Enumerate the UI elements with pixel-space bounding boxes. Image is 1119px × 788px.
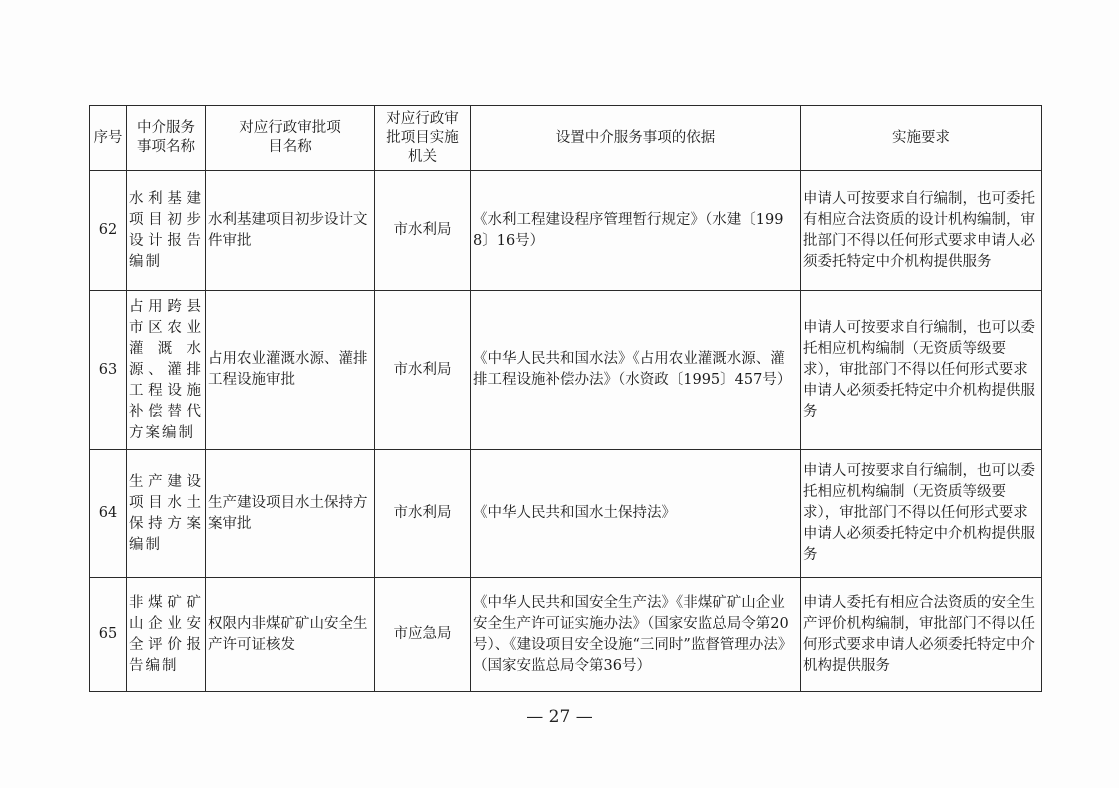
row-requirement: 申请人委托有相应合法资质的安全生产评价机构编制，审批部门不得以任何形式要求申请人必须委托特定中介机构提供服务 <box>801 578 1042 692</box>
row-approval-org: 市应急局 <box>375 578 471 692</box>
header-seq: 序号 <box>90 106 127 171</box>
row-requirement: 申请人可按要求自行编制，也可以委托相应机构编制（无资质等级要求），审批部门不得以任何形式要求申请人必须委托特定中介机构提供服务 <box>801 450 1042 578</box>
row-approval-org: 市水利局 <box>375 291 471 450</box>
row-service-name: 生产建设项目水土保持方案编制 <box>127 450 206 578</box>
row-requirement: 申请人可按要求自行编制，也可委托有相应合法资质的设计机构编制，审批部门不得以任何形式要求申请人必须委托特定中介机构提供服务 <box>801 171 1042 291</box>
table-header-row <box>90 106 1042 171</box>
header-requirement: 实施要求 <box>801 106 1042 171</box>
row-basis: 《中华人民共和国安全生产法》《非煤矿矿山企业安全生产许可证实施办法》（国家安监总局令第20号）、《建设项目安全设施“三同时”监督管理办法》（国家安监总局令第36号） <box>471 578 801 692</box>
row-service-name: 水利基建项目初步设计报告编制 <box>127 171 206 291</box>
row-approval-item: 权限内非煤矿矿山安全生产许可证核发 <box>206 578 375 692</box>
row-basis: 《水利工程建设程序管理暂行规定》（水建〔1998〕16号） <box>471 171 801 291</box>
row-approval-item: 水利基建项目初步设计文件审批 <box>206 171 375 291</box>
row-seq: 64 <box>90 450 127 578</box>
table-row <box>90 291 1042 450</box>
table-row <box>90 450 1042 578</box>
header-approval-org: 对应行政审批项目实施机关 <box>375 106 471 171</box>
row-service-name: 非煤矿矿山企业安全评价报告编制 <box>127 578 206 692</box>
row-seq: 62 <box>90 171 127 291</box>
intermediary-services-table <box>89 105 1042 692</box>
header-service-name: 中介服务事项名称 <box>127 106 206 171</box>
row-approval-item: 生产建设项目水土保持方案审批 <box>206 450 375 578</box>
row-approval-org: 市水利局 <box>375 450 471 578</box>
table-row <box>90 578 1042 692</box>
row-approval-org: 市水利局 <box>375 171 471 291</box>
row-service-name: 占用跨县市区农业灌溉水源、灌排工程设施补偿替代方案编制 <box>127 291 206 450</box>
table-row <box>90 171 1042 291</box>
row-basis: 《中华人民共和国水法》《占用农业灌溉水源、灌排工程设施补偿办法》（水资政〔1995〕457号） <box>471 291 801 450</box>
page-number: — 27 — <box>526 707 593 727</box>
header-basis: 设置中介服务事项的依据 <box>471 106 801 171</box>
row-requirement: 申请人可按要求自行编制，也可以委托相应机构编制（无资质等级要求），审批部门不得以任何形式要求申请人必须委托特定中介机构提供服务 <box>801 291 1042 450</box>
header-approval-item: 对应行政审批项目名称 <box>206 106 375 171</box>
row-seq: 63 <box>90 291 127 450</box>
row-seq: 65 <box>90 578 127 692</box>
row-approval-item: 占用农业灌溉水源、灌排工程设施审批 <box>206 291 375 450</box>
row-basis: 《中华人民共和国水土保持法》 <box>471 450 801 578</box>
